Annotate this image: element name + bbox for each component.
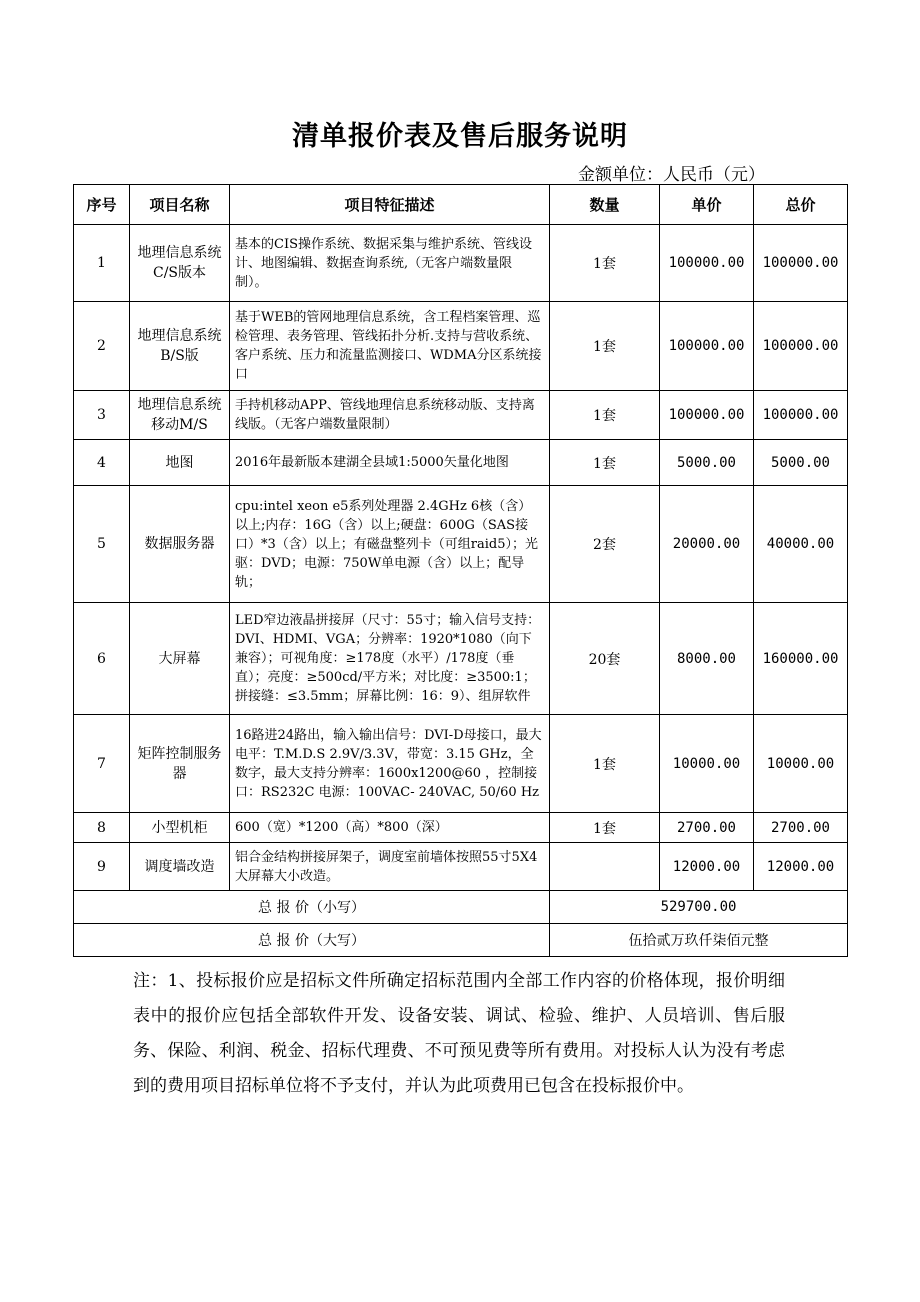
row-desc: 2016年最新版本建湖全县域1:5000矢量化地图 [230, 440, 550, 486]
row-no: 1 [74, 225, 130, 302]
table-row [74, 813, 848, 843]
row-no: 8 [74, 813, 130, 843]
table-row [74, 440, 848, 486]
row-name: 大屏幕 [130, 603, 230, 715]
total-big-row [74, 924, 848, 957]
total-small-value: 529700.00 [550, 891, 848, 924]
row-unit-price: 12000.00 [660, 843, 754, 891]
row-total: 2700.00 [754, 813, 848, 843]
header-unit-price: 单价 [660, 185, 754, 225]
row-total: 10000.00 [754, 715, 848, 813]
row-no: 6 [74, 603, 130, 715]
total-small-row [74, 891, 848, 924]
row-unit-price: 8000.00 [660, 603, 754, 715]
row-unit-price: 100000.00 [660, 225, 754, 302]
row-name: 数据服务器 [130, 486, 230, 603]
row-no: 4 [74, 440, 130, 486]
row-qty: 1套 [550, 440, 660, 486]
header-total: 总价 [754, 185, 848, 225]
row-name: 地理信息系统C/S版本 [130, 225, 230, 302]
row-qty: 1套 [550, 302, 660, 391]
row-no: 3 [74, 391, 130, 440]
row-qty: 1套 [550, 715, 660, 813]
row-desc: cpu:intel xeon e5系列处理器 2.4GHz 6核（含）以上;内存：16G（含）以上;硬盘：600G（SAS接口）*3（含）以上；有磁盘整列卡（可组raid5）；光驱：DVD；电源：750W单电源（含）以上；配导轨； [230, 486, 550, 603]
total-big-value: 伍拾贰万玖仟柒佰元整 [550, 924, 848, 957]
currency-unit: 金额单位：人民币（元） [578, 165, 765, 185]
row-desc: 16路进24路出，输入输出信号：DVI-D母接口，最大电平：T.M.D.S 2.9V/3.3V，带宽：3.15 GHz，全数字，最大支持分辨率：1600x1200@60 ，控制接口：RS232C 电源：100VAC- 240VAC, 50/60 Hz [230, 715, 550, 813]
row-unit-price: 10000.00 [660, 715, 754, 813]
header-no: 序号 [74, 185, 130, 225]
row-total: 12000.00 [754, 843, 848, 891]
table-row [74, 843, 848, 891]
row-name: 小型机柜 [130, 813, 230, 843]
note-paragraph: 注：1、投标报价应是招标文件所确定招标范围内全部工作内容的价格体现，报价明细表中的报价应包括全部软件开发、设备安装、调试、检验、维护、人员培训、售后服务、保险、利润、税金、招标代理费、不可预见费等所有费用。对投标人认为没有考虑到的费用项目招标单位将不予支付，并认为此项费用已包含在投标报价中。 [133, 971, 785, 1096]
row-desc: 基本的CIS操作系统、数据采集与维护系统、管线设计、地图编辑、数据查询系统,（无客户端数量限制）。 [230, 225, 550, 302]
row-qty: 20套 [550, 603, 660, 715]
row-qty [550, 843, 660, 891]
row-total: 100000.00 [754, 302, 848, 391]
row-no: 2 [74, 302, 130, 391]
row-unit-price: 20000.00 [660, 486, 754, 603]
row-unit-price: 5000.00 [660, 440, 754, 486]
row-no: 7 [74, 715, 130, 813]
row-total: 5000.00 [754, 440, 848, 486]
table-header-row [74, 185, 848, 225]
header-qty: 数量 [550, 185, 660, 225]
table-row [74, 225, 848, 302]
table-row [74, 391, 848, 440]
row-total: 100000.00 [754, 225, 848, 302]
row-name: 矩阵控制服务器 [130, 715, 230, 813]
row-unit-price: 2700.00 [660, 813, 754, 843]
row-total: 40000.00 [754, 486, 848, 603]
row-desc: 铝合金结构拼接屏架子，调度室前墙体按照55寸5X4大屏幕大小改造。 [230, 843, 550, 891]
row-total: 100000.00 [754, 391, 848, 440]
row-name: 调度墙改造 [130, 843, 230, 891]
row-unit-price: 100000.00 [660, 302, 754, 391]
header-desc: 项目特征描述 [230, 185, 550, 225]
row-unit-price: 100000.00 [660, 391, 754, 440]
row-desc: 手持机移动APP、管线地理信息系统移动版、支持离线版。（无客户端数量限制） [230, 391, 550, 440]
table-row [74, 603, 848, 715]
row-name: 地理信息系统B/S版 [130, 302, 230, 391]
total-small-label: 总 报 价（小写） [74, 891, 550, 924]
row-qty: 1套 [550, 813, 660, 843]
header-name: 项目名称 [130, 185, 230, 225]
row-desc: 600（宽）*1200（高）*800（深） [230, 813, 550, 843]
row-qty: 1套 [550, 225, 660, 302]
row-total: 160000.00 [754, 603, 848, 715]
row-desc: LED窄边液晶拼接屏（尺寸：55寸；输入信号支持：DVI、HDMI、VGA；分辨率：1920*1080（向下兼容）；可视角度：≥178度（水平）/178度（垂直）；亮度：≥500cd/平方米；对比度：≥3500:1；拼接缝：≤3.5mm；屏幕比例：16：9）、组屏软件 [230, 603, 550, 715]
row-no: 9 [74, 843, 130, 891]
quote-table [73, 184, 848, 957]
table-row [74, 302, 848, 391]
row-desc: 基于WEB的管网地理信息系统，含工程档案管理、巡检管理、表务管理、管线拓扑分析.支持与营收系统、客户系统、压力和流量监测接口、WDMA分区系统接口 [230, 302, 550, 391]
row-name: 地理信息系统移动M/S [130, 391, 230, 440]
total-big-label: 总 报 价（大写） [74, 924, 550, 957]
row-qty: 1套 [550, 391, 660, 440]
table-row [74, 715, 848, 813]
row-name: 地图 [130, 440, 230, 486]
table-row [74, 486, 848, 603]
row-qty: 2套 [550, 486, 660, 603]
page-title: 清单报价表及售后服务说明 [292, 121, 628, 152]
row-no: 5 [74, 486, 130, 603]
